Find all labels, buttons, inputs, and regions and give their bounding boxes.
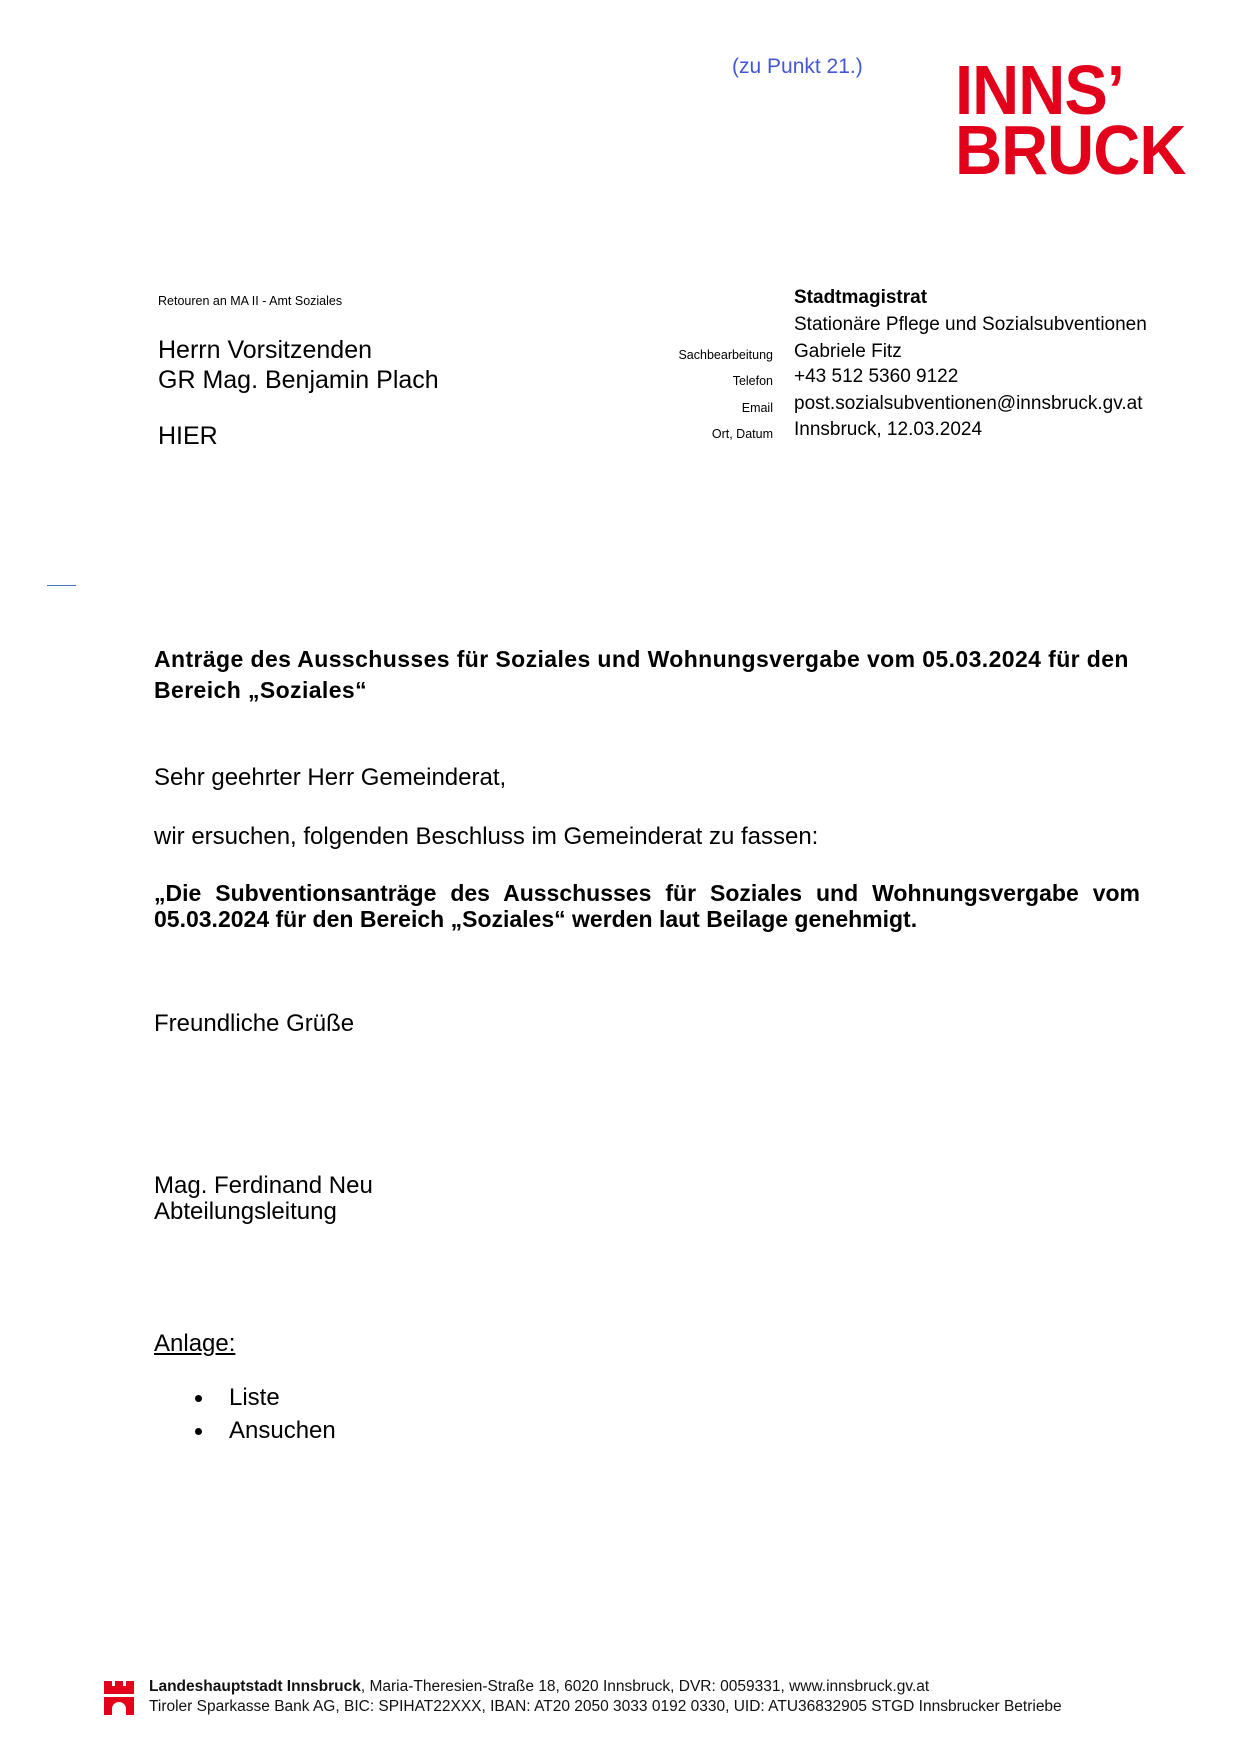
closing: Freundliche Grüße [154,1010,355,1037]
subject-line-2: Bereich „Soziales“ [154,677,368,703]
salutation: Sehr geehrter Herr Gemeinderat, [154,764,507,791]
footer-organization-name: Landeshauptstadt Innsbruck [149,1678,361,1695]
bullet-icon [195,1395,202,1402]
attachment-item: Ansuchen [229,1417,336,1444]
label-email: Email [741,401,773,415]
recipient-line-1: Herrn Vorsitzenden [158,336,373,364]
sender-unit: Stationäre Pflege und Sozialsubventionen [794,314,1147,335]
logo-innsbruck-line-1: INNS’ [955,51,1124,129]
value-email: post.sozialsubventionen@innsbruck.gv.at [794,393,1143,414]
recipient-location: HIER [158,422,218,450]
footer-address-details: , Maria-Theresien-Straße 18, 6020 Innsbruck, DVR: 0059331, www.innsbruck.gv.at [360,1678,930,1695]
label-place-date: Ort, Datum [711,427,773,441]
value-case-officer: Gabriele Fitz [794,341,902,362]
recipient-line-2: GR Mag. Benjamin Plach [158,366,439,394]
label-case-officer: Sachbearbeitung [678,348,773,362]
bullet-icon [195,1428,202,1435]
footer-address-line [149,1678,929,1696]
attachments-heading: Anlage: [154,1330,236,1357]
signature-role: Abteilungsleitung [154,1198,337,1225]
resolution-line-2: 05.03.2024 für den Bereich „Soziales“ werden laut Beilage genehmigt. [154,906,918,932]
footer-bank-line: Tiroler Sparkasse Bank AG, BIC: SPIHAT22XXX, IBAN: AT20 2050 3033 0192 0330, UID: ATU36832905 STGD Innsbrucker Betriebe [149,1698,1062,1715]
logo-innsbruck-line-2: BRUCK [955,111,1186,189]
value-place-date: Innsbruck, 12.03.2024 [794,419,983,440]
sender-department: Stadtmagistrat [794,287,928,308]
label-phone: Telefon [732,374,773,388]
resolution-line-1: „Die Subventionsanträge des Ausschusses für Soziales und Wohnungsvergabe vom [154,880,1140,906]
agenda-reference: (zu Punkt 21.) [732,55,863,78]
subject-line-1: Anträge des Ausschusses für Soziales und Wohnungsvergabe vom 05.03.2024 für den [154,646,1129,672]
attachment-item: Liste [229,1384,280,1411]
innsbruck-crest-icon [104,1681,134,1715]
signature-name: Mag. Ferdinand Neu [154,1172,373,1199]
value-phone: +43 512 5360 9122 [794,366,959,387]
fold-marker-line [47,585,76,586]
request-text: wir ersuchen, folgenden Beschluss im Gemeinderat zu fassen: [154,823,819,850]
return-address-note: Retouren an MA II - Amt Soziales [158,294,343,308]
